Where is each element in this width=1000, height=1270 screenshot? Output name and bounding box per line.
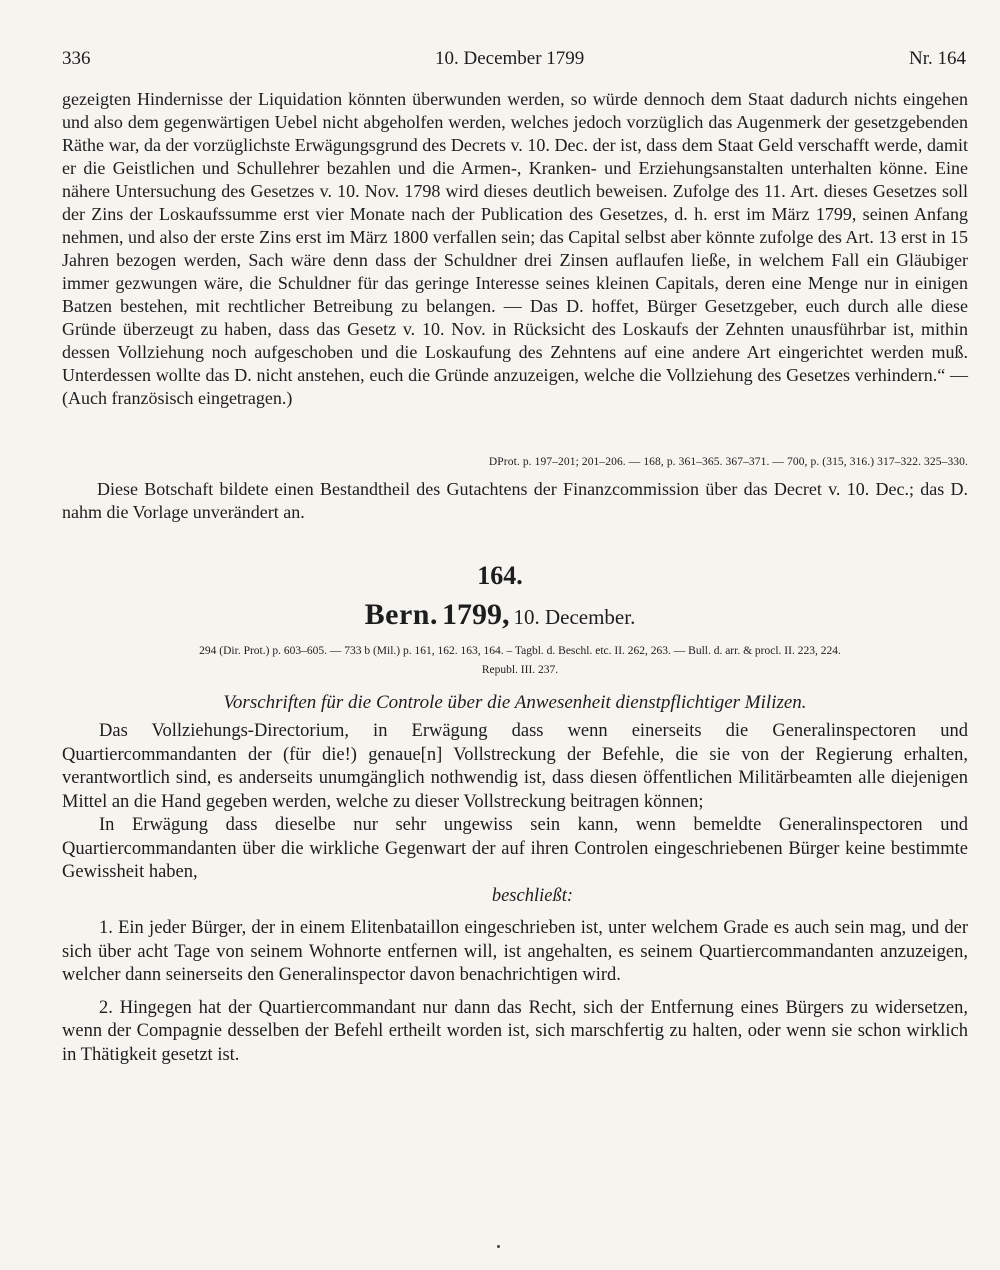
article-2: 2. Hingegen hat der Quartiercommandant nur dann das Recht, sich der Entfernung eines Bürgers zu widersetzen, wenn der Compagnie desselben der Befehl ertheilt worden ist, sich marschfertig zu halten, oder wenn sie schon wirklich in Thätigkeit gesetzt ist. — [62, 997, 968, 1065]
page-number: 336 — [62, 48, 91, 69]
document-title: Vorschriften für die Controle über die Anwesenheit dienstpflichtiger Milizen. — [223, 692, 807, 713]
decree-formula: beschließt: — [491, 885, 573, 906]
document-number: 164. — [477, 561, 523, 590]
continuation-paragraph: gezeigten Hindernisse der Liquidation könnten überwunden werden, so würde dennoch dem Staat dadurch nichts eingehen und also dem gegenwärtigen Uebel nicht abgeholfen werden, welches jedoch vorzüglich das Augenmerk der gesetzgebenden Räthe war, da der vorzüglichste Erwägungsgrund des Decrets v. 10. Dec. der ist, dass dem Staat Geld verschafft werde, damit er die Geistlichen und Schullehrer bezahlen und die Armen-, Kranken- und Erziehungsanstalten unterhalten könne. Eine nähere Untersuchung des Gesetzes v. 10. Nov. 1798 wird dieses deutlich beweisen. Zufolge des 11. Art. dieses Gesetzes soll der Zins der Loskaufssumme erst vier Monate nach der Publication des Gesetzes, d. h. erst im März 1799, seinen Anfang nehmen, und also der erste Zins erst im März 1800 verfallen sein; das Capital selbst aber könnte zufolge des Art. 13 erst in 15 Jahren bezogen werden, Sach wäre denn dass der Schuldner drei Zinsen auflaufen ließe, in welchem Fall ein Gläubiger immer gezwungen wäre, die Schuldner für das geringe Interesse seines kleinen Capitals, deren eine Menge nur in einigen Batzen bestehen, mit rechtlicher Betreibung zu belangen. — Das D. hoffet, Bürger Gesetzgeber, euch durch alle diese Gründe überzeugt zu haben, dass das Gesetz v. 10. Nov. in Rücksicht des Loskaufs der Zehnten unausführbar ist, mithin dessen Vollziehung noch aufgeschoben und die Loskaufung des Zehntens auf eine andere Art eingerichtet werden muß. Unterdessen wollte das D. nicht anstehen, euch die Gründe anzuzeigen, welche die Vollziehung des Gesetzes verhindern.“ — (Auch französisch eingetragen.) — [62, 89, 968, 408]
place-date-line — [0, 598, 1000, 632]
continuation-text — [62, 88, 968, 410]
article-1: 1. Ein jeder Bürger, der in einem Elitenbataillon eingeschrieben ist, unter welchem Grade es auch sein mag, und der sich über acht Tage von seinem Wohnorte entfernen will, ist angehalten, es seinem Quartiercommandanten anzuzeigen, welcher dann seinerseits den Generalinspector davon benachrichtigen wird. — [62, 918, 968, 985]
header-doc-number: Nr. 164 — [909, 48, 966, 69]
source-line-2: Republ. III. 237. — [481, 664, 559, 676]
header-date: 10. December 1799 — [435, 48, 585, 69]
year: 1799, — [441, 598, 510, 631]
editorial-note: Diese Botschaft bildete einen Bestandtheil des Gutachtens der Finanzcommission über das Decret v. 10. Dec.; das D. nahm die Vorlage unverändert an. — [62, 479, 968, 522]
running-head — [62, 48, 966, 74]
continuation-references: DProt. p. 197–201; 201–206. — 168, p. 361–365. 367–371. — 700, p. (315, 316.) 317–322. 325–330. — [488, 456, 968, 468]
preamble-paragraph-1: Das Vollziehungs-Directorium, in Erwägung dass wenn einerseits die Generalinspectoren und Quartiercommandanten der (für die!) genaue[n] Vollstreckung der Befehle, die sie von der Regierung erhalten, verantwortlich sind, es anderseits unumgänglich nothwendig ist, dass diesen öffentlichen Militärbeamten alle diejenigen Mittel an die Hand gegeben werden, welche zu dieser Vollstreckung beitragen können; — [62, 721, 968, 812]
page-dot-mark — [497, 1245, 500, 1248]
document-body — [62, 720, 968, 1067]
source-line-1: 294 (Dir. Prot.) p. 603–605. — 733 b (Mil.) p. 161, 162. 163, 164. – Tagbl. d. Beschl. etc. II. 262, 263. — Bull. d. arr. & procl. II. 223, 224. — [199, 645, 841, 657]
place-name: Bern. — [364, 598, 438, 631]
day: 10. December. — [513, 605, 636, 629]
preamble-paragraph-2: In Erwägung dass dieselbe nur sehr ungewiss sein kann, wenn bemeldte Generalinspectoren und Quartiercommandanten über die wirkliche Gegenwart der auf ihren Controlen eingeschriebenen Bürger keine bestimmte Gewissheit haben, — [62, 815, 968, 882]
source-references — [80, 642, 960, 680]
